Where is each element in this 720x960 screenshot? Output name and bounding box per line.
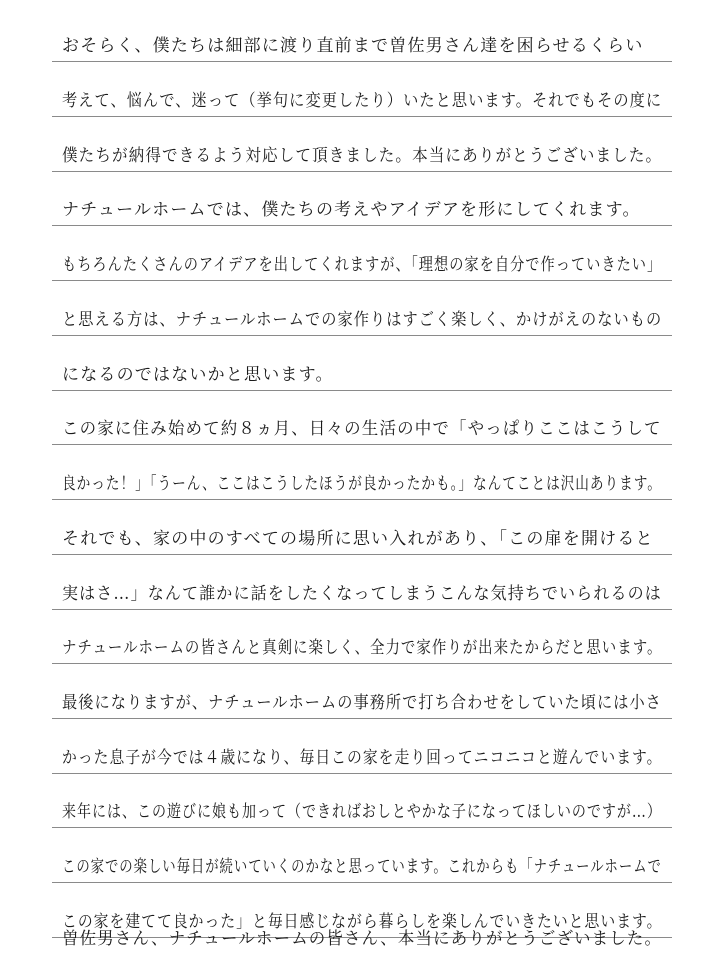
letter-line-5-text: もちろんたくさんのアイデアを出してくれますが、「理想の家を自分で作っていきたい」: [62, 255, 663, 275]
letter-line-5: [52, 225, 672, 281]
letter-line-13-text: 最後になりますが、ナチュールホームの事務所で打ち合わせをしていた頃には小さ: [62, 693, 662, 713]
letter-line-7-text: になるのではないかと思います。: [62, 365, 334, 385]
letter-line-16: [52, 827, 672, 883]
letter-line-17-text: この家を建てて良かった」と毎日感じながら暮らしを楽しんでいきたいと思います。: [62, 912, 663, 932]
letter-line-14-text: かった息子が今では４歳になり、毎日この家を走り回ってニコニコと遊んでいます。: [62, 748, 663, 768]
letter-line-10: [52, 499, 672, 555]
letter-line-12-text: ナチュールホームの皆さんと真剣に楽しく、全力で家作りが出来たからだと思います。: [62, 638, 663, 658]
letter-line-6-text: と思える方は、ナチュールホームでの家作りはすごく楽しく、かけがえのないもの: [62, 310, 663, 330]
letter-line-4: [52, 170, 672, 226]
letter-line-11: [52, 554, 672, 610]
letter-line-11-text: 実はさ…」なんて誰かに話をしたくなってしまうこんな気持ちでいられるのは: [62, 584, 662, 604]
letter-line-4-text: ナチュールホームでは、僕たちの考えやアイデアを形にしてくれます。: [62, 200, 641, 220]
letter-line-1-text: おそらく、僕たちは細部に渡り直前まで曽佐男さん達を困らせるくらい: [62, 36, 644, 56]
letter-line-1: [52, 6, 672, 62]
letter-line-9: [52, 444, 672, 500]
letter-line-2-text: 考えて、悩んで、迷って（挙句に変更したり）いたと思います。それでもその度に: [62, 91, 663, 111]
letter-line-2: [52, 61, 672, 117]
letter-line-6: [52, 280, 672, 336]
letter-line-12: [52, 608, 672, 664]
letter-line-15-text: 来年には、この遊びに娘も加って（できればおしとやかな子になってほしいのですが…）: [62, 802, 662, 822]
letter-line-18-text: 曽佐男さん、ナチュールホームの皆さん、本当にありがとうございました。: [62, 929, 663, 949]
letter-line-7: [52, 335, 672, 391]
letter-line-3: [52, 116, 672, 172]
letter-line-13: [52, 663, 672, 719]
letter-line-16-text: この家での楽しい毎日が続いていくのかなと思っています。これからも「ナチュールホームで: [62, 857, 662, 877]
letter-line-18: [52, 898, 672, 954]
letter-line-15: [52, 772, 672, 828]
letter-line-3-text: 僕たちが納得できるよう対応して頂きました。本当にありがとうございました。: [62, 146, 663, 166]
letter-line-14: [52, 718, 672, 774]
letter-line-8: [52, 389, 672, 445]
letter-line-8-text: この家に住み始めて約８ヵ月、日々の生活の中で「やっぱりここはこうして: [62, 419, 662, 439]
letter-line-9-text: 良かった！」「うーん、ここはこうしたほうが良かったかも。」なんてことは沢山あります。: [62, 474, 662, 494]
letter-line-10-text: それでも、家の中のすべての場所に思い入れがあり、「この扉を開けると: [62, 529, 654, 549]
